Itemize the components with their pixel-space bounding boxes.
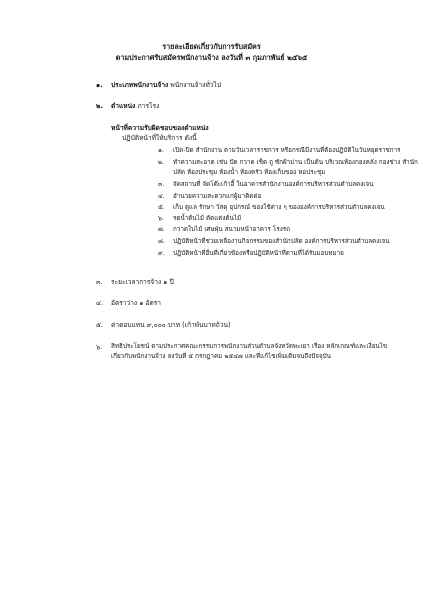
document-subtitle: ตามประกาศรับสมัครพนักงานจ้าง ลงวันที่ ๓ กุมภาพันธ์ ๒๕๖๕ (115, 53, 308, 62)
section-2-value: ภารโรง (137, 102, 160, 110)
duty-4-number: ๔. (158, 193, 165, 200)
section-6-line-1: สิทธิประโยชน์ ตามประกาศคณะกรรมการพนักงานส่วนตำบลจังหวัดพะเยา เรื่อง หลักเกณฑ์และเงื่อนไข (111, 343, 388, 350)
duty-4-text: อำนวยความสะดวกแก่ผู้มาติดต่อ (173, 193, 262, 200)
duty-2-number: ๒. (158, 159, 165, 166)
duties-intro: ปฏิบัติหน้าที่ให้บริการ ดังนี้ (122, 134, 197, 142)
duty-6-number: ๖. (158, 215, 164, 222)
section-2-label: ตำแหน่ง (111, 102, 136, 110)
section-6-number: ๖. (96, 343, 103, 351)
duty-8-number: ๘. (158, 238, 165, 245)
section-2-number: ๒. (96, 102, 103, 110)
duty-1-number: ๑. (158, 147, 164, 154)
duty-5-text: เก็บ ดูแล รักษา วัสดุ อุปกรณ์ ของใช้ต่าง ๆ ขององค์การบริหารส่วนตำบลคงเจน (173, 204, 385, 211)
duty-7-text: กวาดใบไม้ เศษฝุ่น สนามหน้าอาคาร โรงรถ (173, 226, 290, 233)
duties-heading: หน้าที่ความรับผิดชอบของตำแหน่ง (111, 124, 209, 132)
section-3-number: ๓. (96, 278, 103, 286)
duty-1-text: เปิด-ปิด สำนักงาน ตามวันเวลาราชการ หรือกรณีมีงานที่ต้องปฏิบัติในวันหยุดราชการ (173, 147, 401, 154)
section-2 (111, 102, 159, 111)
section-4-text: อัตราว่าง ๑ อัตรา (111, 299, 161, 307)
section-1-value: พนักงานจ้างทั่วไป (170, 81, 222, 89)
duty-9-text: ปฏิบัติหน้าที่อื่นที่เกี่ยวข้องหรือปฏิบัติหน้าที่ตามที่ได้รับมอบหมาย (173, 250, 344, 257)
duty-2-continuation: ปลัด ห้องประชุม ห้องน้ำ ห้องครัว ห้องเก็บของ หอประชุม (173, 169, 326, 176)
section-1-label: ประเภทพนักงานจ้าง (111, 81, 169, 89)
duty-2-text: ทำความสะอาด เช่น ปัด กวาด เช็ด ถู ซักผ้าม่าน เป็นต้น บริเวณห้องกองคลัง กองช่าง สำนัก (173, 159, 418, 166)
duty-7-number: ๗. (158, 226, 165, 233)
duty-6-text: รดน้ำต้นไม้ ตัดแต่งต้นไม้ (173, 215, 242, 222)
duty-5-number: ๕. (158, 204, 165, 211)
duty-3-number: ๓. (158, 181, 165, 188)
section-5-text: ค่าตอบแทน ๙,๐๐๐ บาท (เก้าพันบาทถ้วน) (111, 321, 231, 329)
section-1-number: ๑. (96, 81, 103, 89)
duty-9-number: ๙. (158, 250, 165, 257)
document-title: รายละเอียดเกี่ยวกับการรับสมัคร (162, 42, 261, 51)
section-5-number: ๕. (96, 321, 104, 329)
section-3-text: ระยะเวลาการจ้าง ๑ ปี (111, 278, 174, 286)
section-6-line-2: เกี่ยวกับพนักงานจ้าง ลงวันที่ ๕ กรกฎาคม ๒๕๔๗ และที่แก้ไขเพิ่มเติมจนถึงปัจจุบัน (111, 353, 331, 360)
duty-3-text: จัดสถานที่ จัดโต๊ะเก้าอี้ ในอาคารสำนักงานองค์การบริหารส่วนตำบลคงเจน (173, 181, 374, 188)
duty-8-text: ปฏิบัติหน้าที่ช่วยเหลืองานกิจกรรมของสำนักปลัด องค์การบริหารส่วนตำบลคงเจน (173, 238, 390, 245)
section-1 (111, 81, 221, 90)
section-4-number: ๔. (96, 299, 104, 307)
